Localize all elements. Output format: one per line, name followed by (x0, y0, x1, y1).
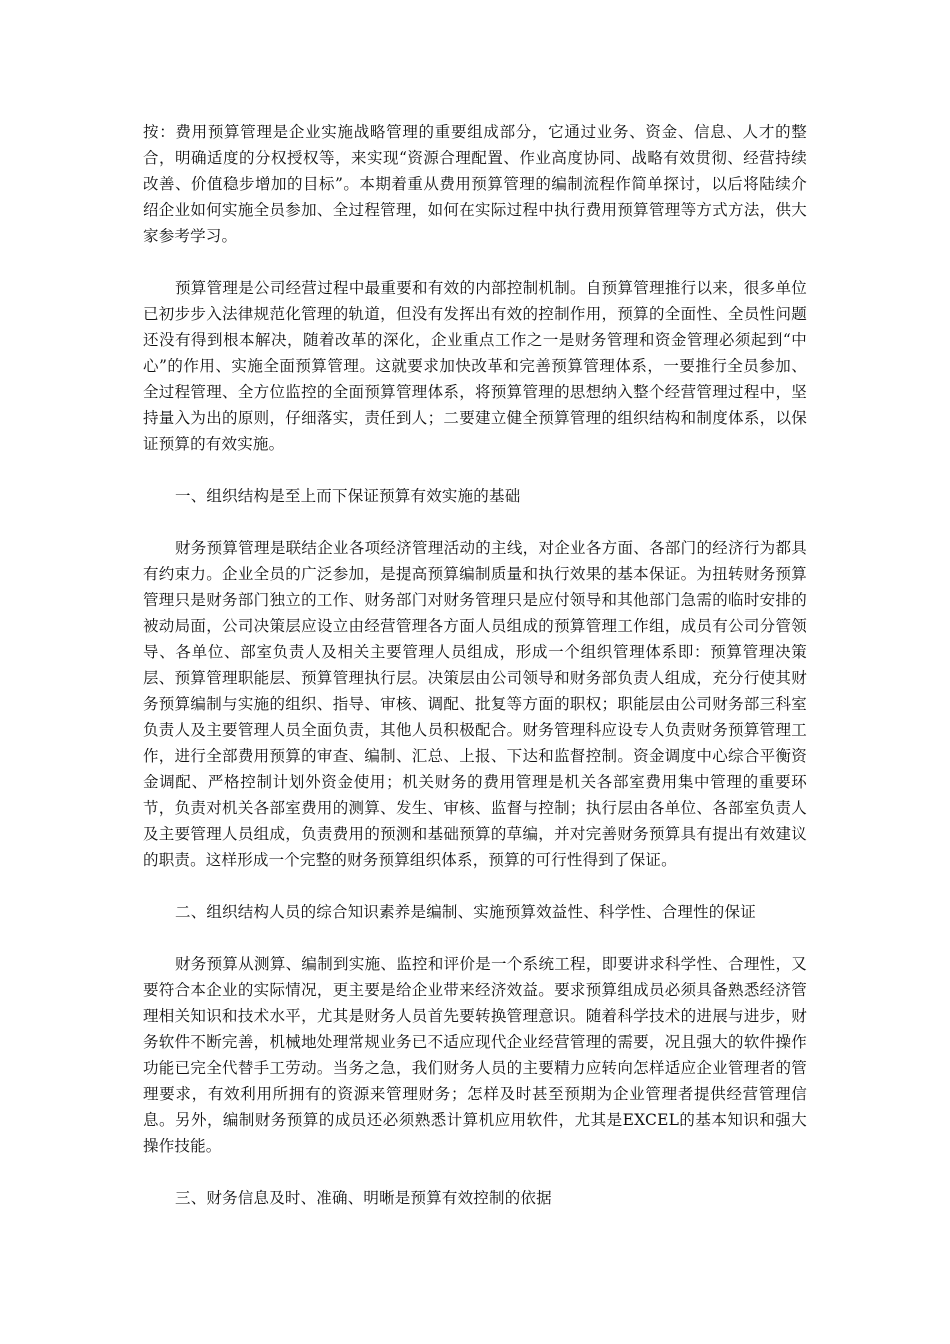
paragraph-gap (143, 1159, 807, 1185)
paragraph-gap (143, 925, 807, 951)
body-paragraph-2: 财务预算管理是联结企业各项经济管理活动的主线，对企业各方面、各部门的经济行为都具有约束力。企业全员的广泛参加，是提高预算编制质量和执行效果的基本保证。为扭转财务预算管理只是财务部门独立的工作、财务部门对财务管理只是应付领导和其他部门急需的临时安排的被动局面，公司决策层应设立由经营管理各方面人员组成的预算管理工作组，成员有公司分管领导、各单位、部室负责人及相关主要管理人员组成，形成一个组织管理体系即：预算管理决策层、预算管理职能层、预算管理执行层。决策层由公司领导和财务部负责人组成，充分行使其财务预算编制与实施的组织、指导、审核、调配、批复等方面的职权；职能层由公司财务部三科室负责人及主要管理人员全面负责，其他人员积极配合。财务管理科应设专人负责财务预算管理工作，进行全部费用预算的审查、编制、汇总、上报、下达和监督控制。资金调度中心综合平衡资金调配、严格控制计划外资金使用；机关财务的费用管理是机关各部室费用集中管理的重要环节，负责对机关各部室费用的测算、发生、审核、监督与控制；执行层由各单位、各部室负责人及主要管理人员组成，负责费用的预测和基础预算的草编，并对完善财务预算具有提出有效建议的职责。这样形成一个完整的财务预算组织体系，预算的可行性得到了保证。 (143, 539, 807, 869)
body-paragraph-3: 财务预算从测算、编制到实施、监控和评价是一个系统工程，即要讲求科学性、合理性，又要符合本企业的实际情况，更主要是给企业带来经济效益。要求预算组成员必须具备熟悉经济管理相关知识和技术水平，尤其是财务人员首先要转换管理意识。随着科学技术的进展与进步，财务软件不断完善，机械地处理常规业务已不适应现代企业经营管理的需要，况且强大的软件操作功能已完全代替手工劳动。当务之急，我们财务人员的主要精力应转向怎样适应企业管理者的管理要求，有效利用所拥有的资源来管理财务；怎样及时甚至预期为企业管理者提供经营管理信息。另外，编制财务预算的成员还必须熟悉计算机应用软件，尤其是EXCEL的基本知识和强大操作技能。 (143, 955, 807, 1155)
paragraph-gap (143, 249, 807, 275)
body-paragraph-1: 预算管理是公司经营过程中最重要和有效的内部控制机制。自预算管理推行以来，很多单位已初步步入法律规范化管理的轨道，但没有发挥出有效的控制作用，预算的全面性、全员性问题还没有得到根本解决，随着改革的深化，企业重点工作之一是财务管理和资金管理必须起到“中心”的作用、实施全面预算管理。这就要求加快改革和完善预算管理体系，一要推行全员参加、全过程管理、全方位监控的全面预算管理体系，将预算管理的思想纳入整个经营管理过程中，坚持量入为出的原则，仔细落实，责任到人；二要建立健全预算管理的组织结构和制度体系，以保证预算的有效实施。 (143, 279, 807, 453)
section-heading-2: 二、组织结构人员的综合知识素养是编制、实施预算效益性、科学性、合理性的保证 (175, 903, 756, 921)
paragraph-gap (143, 509, 807, 535)
document-body (143, 119, 807, 1211)
section-heading-1: 一、组织结构是至上而下保证预算有效实施的基础 (175, 487, 521, 505)
section-heading-3: 三、财务信息及时、准确、明晰是预算有效控制的依据 (175, 1189, 552, 1207)
intro-paragraph: 按：费用预算管理是企业实施战略管理的重要组成部分，它通过业务、资金、信息、人才的整合，明确适度的分权授权等，来实现“资源合理配置、作业高度协同、战略有效贯彻、经营持续改善、价值稳步增加的目标”。本期着重从费用预算管理的编制流程作简单探讨，以后将陆续介绍企业如何实施全员参加、全过程管理，如何在实际过程中执行费用预算管理等方式方法，供大家参考学习。 (143, 123, 807, 245)
paragraph-gap (143, 873, 807, 899)
paragraph-gap (143, 457, 807, 483)
